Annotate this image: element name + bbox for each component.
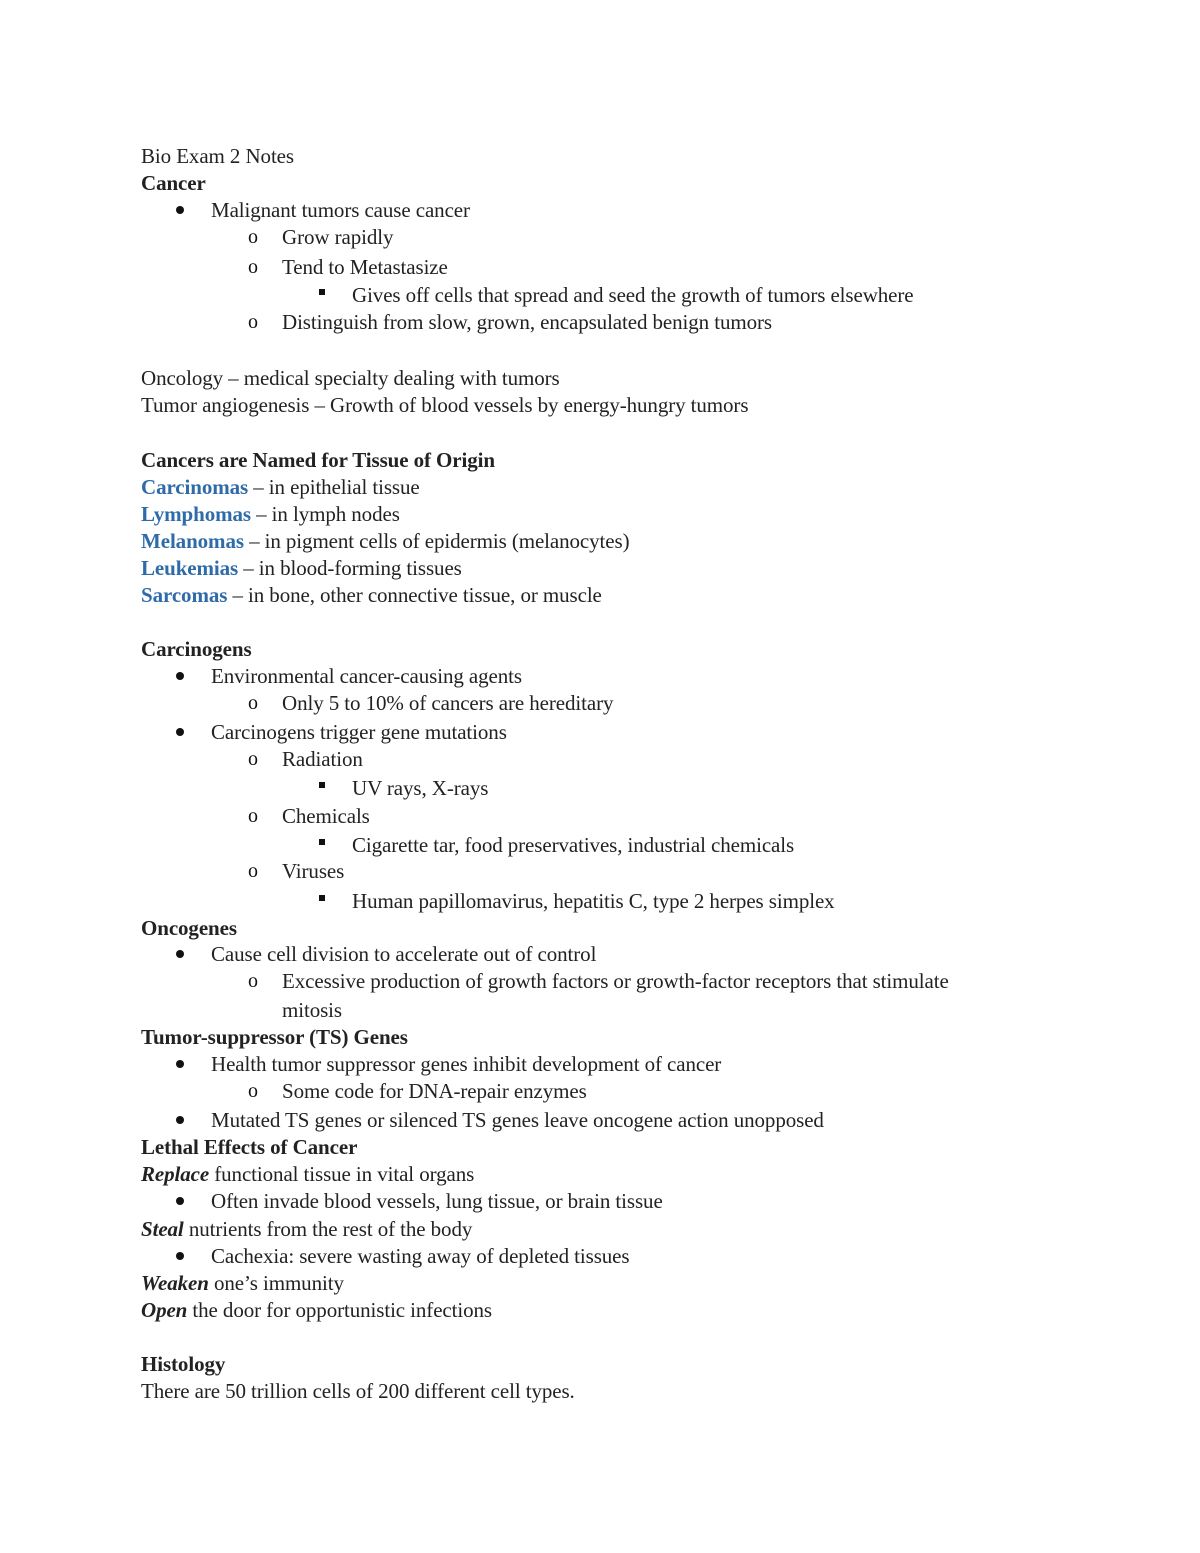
square-bullet-icon <box>319 839 325 845</box>
section-heading-carcinogens: Carcinogens <box>141 637 252 661</box>
sub-bullet-marker: o <box>248 226 258 248</box>
effect-desc: nutrients from the rest of the body <box>183 1217 473 1241</box>
section-heading-oncogenes: Oncogenes <box>141 916 237 940</box>
square-bullet-icon <box>319 289 325 295</box>
sub-bullet-marker: o <box>248 748 258 770</box>
section-heading-cancer: Cancer <box>141 171 206 195</box>
tissue-desc: – in bone, other connective tissue, or muscle <box>227 583 602 607</box>
tissue-item <box>141 582 602 609</box>
tissue-item <box>141 555 462 582</box>
effect-term: Replace <box>141 1162 210 1186</box>
effect-desc: the door for opportunistic infections <box>187 1298 492 1322</box>
section-heading-tumor-suppressor: Tumor-suppressor (TS) Genes <box>141 1025 408 1049</box>
effect-steal <box>141 1216 472 1243</box>
bullet-icon <box>176 206 184 214</box>
tissue-item <box>141 474 420 501</box>
sub-bullet-text: Some code for DNA-repair enzymes <box>282 1079 587 1103</box>
bullet-icon <box>176 1197 184 1205</box>
sub-sub-bullet-text: Human papillomavirus, hepatitis C, type 2 herpes simplex <box>352 889 835 913</box>
tissue-item <box>141 528 629 555</box>
effect-open <box>141 1297 492 1324</box>
sub-bullet-text: Grow rapidly <box>282 225 394 249</box>
sub-bullet-text-continued: mitosis <box>282 998 342 1022</box>
sub-bullet-text: Distinguish from slow, grown, encapsulated benign tumors <box>282 310 772 334</box>
bullet-text: Health tumor suppressor genes inhibit development of cancer <box>211 1052 722 1076</box>
bullet-icon <box>176 728 184 736</box>
bullet-text: Carcinogens trigger gene mutations <box>211 720 507 744</box>
sub-bullet-text: Tend to Metastasize <box>282 255 448 279</box>
square-bullet-icon <box>319 895 325 901</box>
bullet-icon <box>176 950 184 958</box>
sub-bullet-text: Radiation <box>282 747 363 771</box>
bullet-text: Often invade blood vessels, lung tissue, or brain tissue <box>211 1189 663 1213</box>
tissue-term: Leukemias <box>141 556 239 580</box>
section-heading-histology: Histology <box>141 1352 226 1376</box>
histology-text: There are 50 trillion cells of 200 different cell types. <box>141 1379 575 1403</box>
document-title: Bio Exam 2 Notes <box>141 144 294 168</box>
tissue-item <box>141 501 400 528</box>
sub-bullet-marker: o <box>248 311 258 333</box>
tissue-term: Lymphomas <box>141 502 251 526</box>
tissue-term: Melanomas <box>141 529 244 553</box>
effect-replace <box>141 1161 474 1188</box>
sub-bullet-marker: o <box>248 970 258 992</box>
bullet-icon <box>176 672 184 680</box>
tissue-desc: – in pigment cells of epidermis (melanocytes) <box>243 529 630 553</box>
sub-bullet-marker: o <box>248 805 258 827</box>
sub-bullet-text: Excessive production of growth factors or growth-factor receptors that stimulate <box>282 969 949 993</box>
effect-term: Weaken <box>141 1271 209 1295</box>
square-bullet-icon <box>319 782 325 788</box>
bullet-text: Cachexia: severe wasting away of depleted tissues <box>211 1244 630 1268</box>
effect-term: Steal <box>141 1217 184 1241</box>
definition-oncology: Oncology – medical specialty dealing with tumors <box>141 366 560 390</box>
sub-sub-bullet-text: Gives off cells that spread and seed the growth of tumors elsewhere <box>352 283 914 307</box>
sub-bullet-text: Viruses <box>282 859 345 883</box>
effect-term: Open <box>141 1298 188 1322</box>
tissue-desc: – in lymph nodes <box>250 502 400 526</box>
sub-sub-bullet-text: UV rays, X-rays <box>352 776 489 800</box>
sub-bullet-text: Chemicals <box>282 804 370 828</box>
tissue-desc: – in epithelial tissue <box>248 475 420 499</box>
effect-weaken <box>141 1270 344 1297</box>
sub-bullet-text: Only 5 to 10% of cancers are hereditary <box>282 691 614 715</box>
tissue-desc: – in blood-forming tissues <box>238 556 462 580</box>
sub-bullet-marker: o <box>248 692 258 714</box>
bullet-text: Environmental cancer-causing agents <box>211 664 522 688</box>
sub-bullet-marker: o <box>248 256 258 278</box>
sub-bullet-marker: o <box>248 1080 258 1102</box>
bullet-text: Mutated TS genes or silenced TS genes leave oncogene action unopposed <box>211 1108 824 1132</box>
section-heading-named: Cancers are Named for Tissue of Origin <box>141 448 495 472</box>
effect-desc: one’s immunity <box>208 1271 344 1295</box>
tissue-term: Carcinomas <box>141 475 249 499</box>
effect-desc: functional tissue in vital organs <box>209 1162 475 1186</box>
bullet-icon <box>176 1060 184 1068</box>
bullet-text: Malignant tumors cause cancer <box>211 198 470 222</box>
bullet-icon <box>176 1116 184 1124</box>
bullet-text: Cause cell division to accelerate out of control <box>211 942 597 966</box>
section-heading-lethal-effects: Lethal Effects of Cancer <box>141 1135 358 1159</box>
sub-sub-bullet-text: Cigarette tar, food preservatives, industrial chemicals <box>352 833 795 857</box>
sub-bullet-marker: o <box>248 860 258 882</box>
bullet-icon <box>176 1252 184 1260</box>
tissue-term: Sarcomas <box>141 583 228 607</box>
definition-angiogenesis: Tumor angiogenesis – Growth of blood vessels by energy-hungry tumors <box>141 393 749 417</box>
